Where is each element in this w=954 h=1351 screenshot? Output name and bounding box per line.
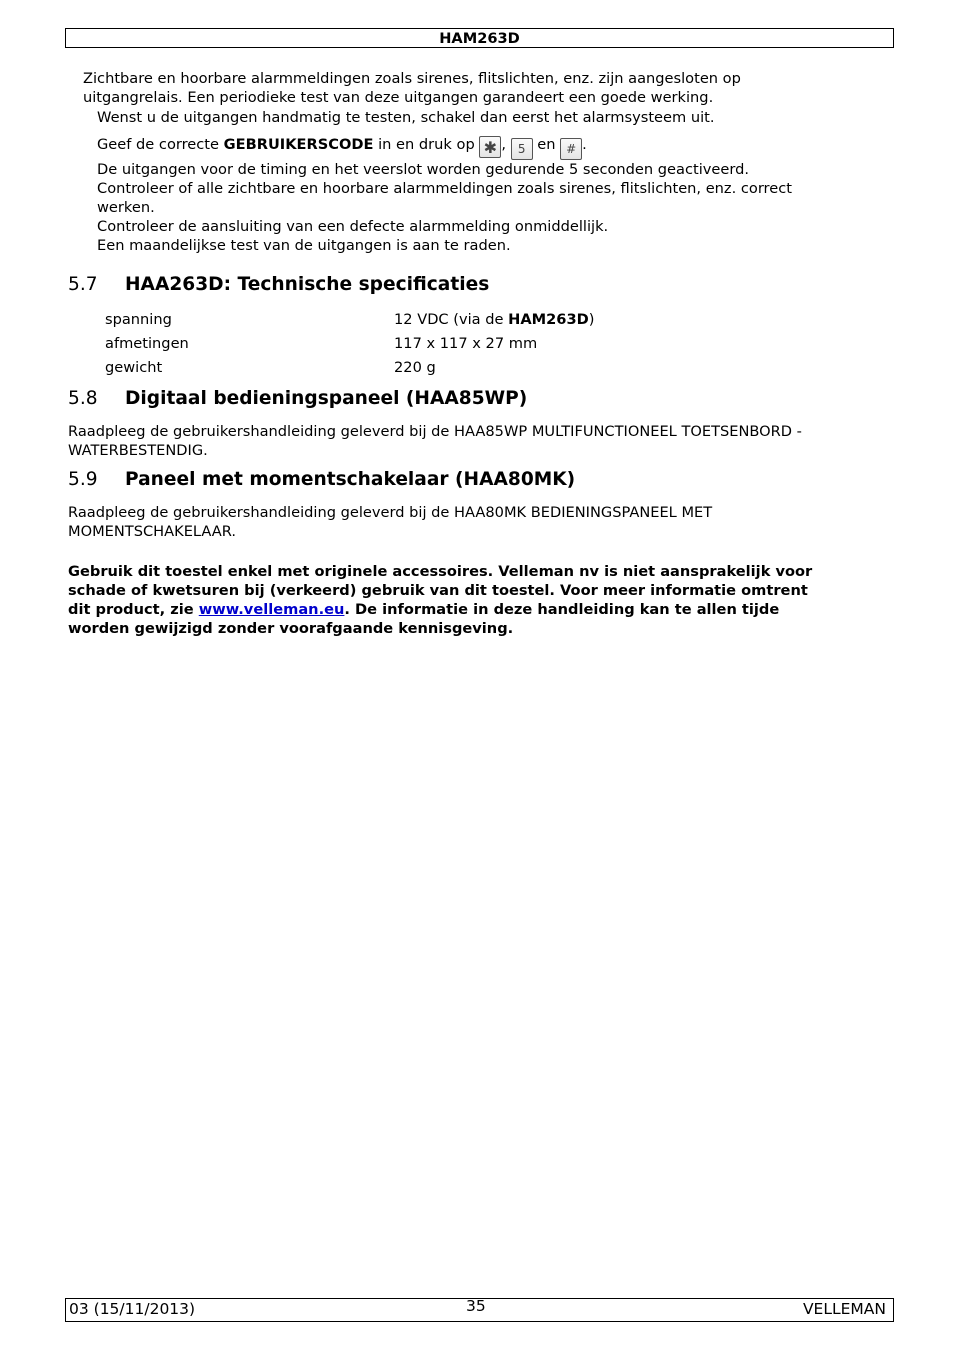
intro-line-1: Zichtbare en hoorbare alarmmeldingen zoals sirenes, flitslichten, enz. zijn aangesloten op <box>83 70 741 87</box>
sep-3: . <box>582 136 587 153</box>
sep-2: en <box>532 136 561 153</box>
page-number: 35 <box>466 1297 486 1315</box>
warning-line: worden gewijzigd zonder voorafgaande kennisgeving. <box>68 620 514 637</box>
user-code-label: GEBRUIKERSCODE <box>223 136 374 153</box>
sep-1: , <box>501 136 506 153</box>
spec-value: 220 g <box>394 358 436 376</box>
spec-key: gewicht <box>105 358 163 376</box>
table-row <box>105 331 594 355</box>
section-title: Paneel met momentschakelaar (HAA80MK) <box>125 469 576 490</box>
five-key-icon: 5 <box>511 138 533 160</box>
instruction-code-line <box>97 135 792 160</box>
section-title: HAA263D: Technische specificaties <box>125 274 490 295</box>
section-title: Digitaal bedieningspaneel (HAA85WP) <box>125 388 528 409</box>
warning-paragraph <box>68 562 812 638</box>
section-5-9-body <box>68 503 712 541</box>
warning-line: dit product, zie www.velleman.eu. De informatie in deze handleiding kan te allen tijde <box>68 601 780 618</box>
velleman-link[interactable]: www.velleman.eu <box>198 601 345 618</box>
instruction-line-4b: werken. <box>97 199 155 216</box>
star-key-icon: ✱ <box>479 136 501 158</box>
intro-line-2: uitgangrelais. Een periodieke test van deze uitgangen garandeert een goede werking. <box>83 89 714 106</box>
header-title: HAM263D <box>65 28 894 48</box>
spec-value: 12 VDC (via de HAM263D) <box>394 310 595 328</box>
instruction-block <box>97 108 792 255</box>
code-prefix: Geef de correcte <box>97 136 224 153</box>
spec-key: afmetingen <box>105 334 189 352</box>
section-5-8-body <box>68 422 802 460</box>
instruction-line-6: Een maandelijkse test van de uitgangen is aan te raden. <box>97 237 511 254</box>
section-number: 5.9 <box>68 469 98 490</box>
instruction-line-5: Controleer de aansluiting van een defecte alarmmelding onmiddellijk. <box>97 218 609 235</box>
section-number: 5.7 <box>68 274 98 295</box>
spec-table <box>105 307 594 379</box>
body-line: WATERBESTENDIG. <box>68 442 208 459</box>
section-number: 5.8 <box>68 388 98 409</box>
section-5-7-heading <box>68 273 489 297</box>
intro-block <box>83 69 741 107</box>
spec-key: spanning <box>105 310 172 328</box>
code-mid: in en druk op <box>373 136 480 153</box>
table-row <box>105 307 594 331</box>
instruction-line-4: Controleer of alle zichtbare en hoorbare alarmmeldingen zoals sirenes, flitslichten, enz. correct <box>97 180 792 197</box>
warning-line: schade of kwetsuren bij (verkeerd) gebruik van dit toestel. Voor meer informatie omtrent <box>68 582 808 599</box>
body-line: Raadpleeg de gebruikershandleiding geleverd bij de HAA80MK BEDIENINGSPANEEL MET <box>68 504 713 521</box>
body-line: MOMENTSCHAKELAAR. <box>68 523 237 540</box>
instruction-line-1: Wenst u de uitgangen handmatig te testen, schakel dan eerst het alarmsysteem uit. <box>97 109 715 126</box>
footer-brand: VELLEMAN <box>802 1300 886 1318</box>
table-row <box>105 355 594 379</box>
section-5-9-heading <box>68 468 575 492</box>
warning-line: Gebruik dit toestel enkel met originele accessoires. Velleman nv is niet aansprakelijk voor <box>68 563 813 580</box>
section-5-8-heading <box>68 387 527 411</box>
instruction-line-3: De uitgangen voor de timing en het veerslot worden gedurende 5 seconden geactiveerd. <box>97 161 750 178</box>
body-line: Raadpleeg de gebruikershandleiding geleverd bij de HAA85WP MULTIFUNCTIONEEL TOETSENBORD - <box>68 423 802 440</box>
spec-value: 117 x 117 x 27 mm <box>394 334 538 352</box>
footer-version: 03 (15/11/2013) <box>69 1300 196 1318</box>
hash-key-icon: # <box>560 138 582 160</box>
